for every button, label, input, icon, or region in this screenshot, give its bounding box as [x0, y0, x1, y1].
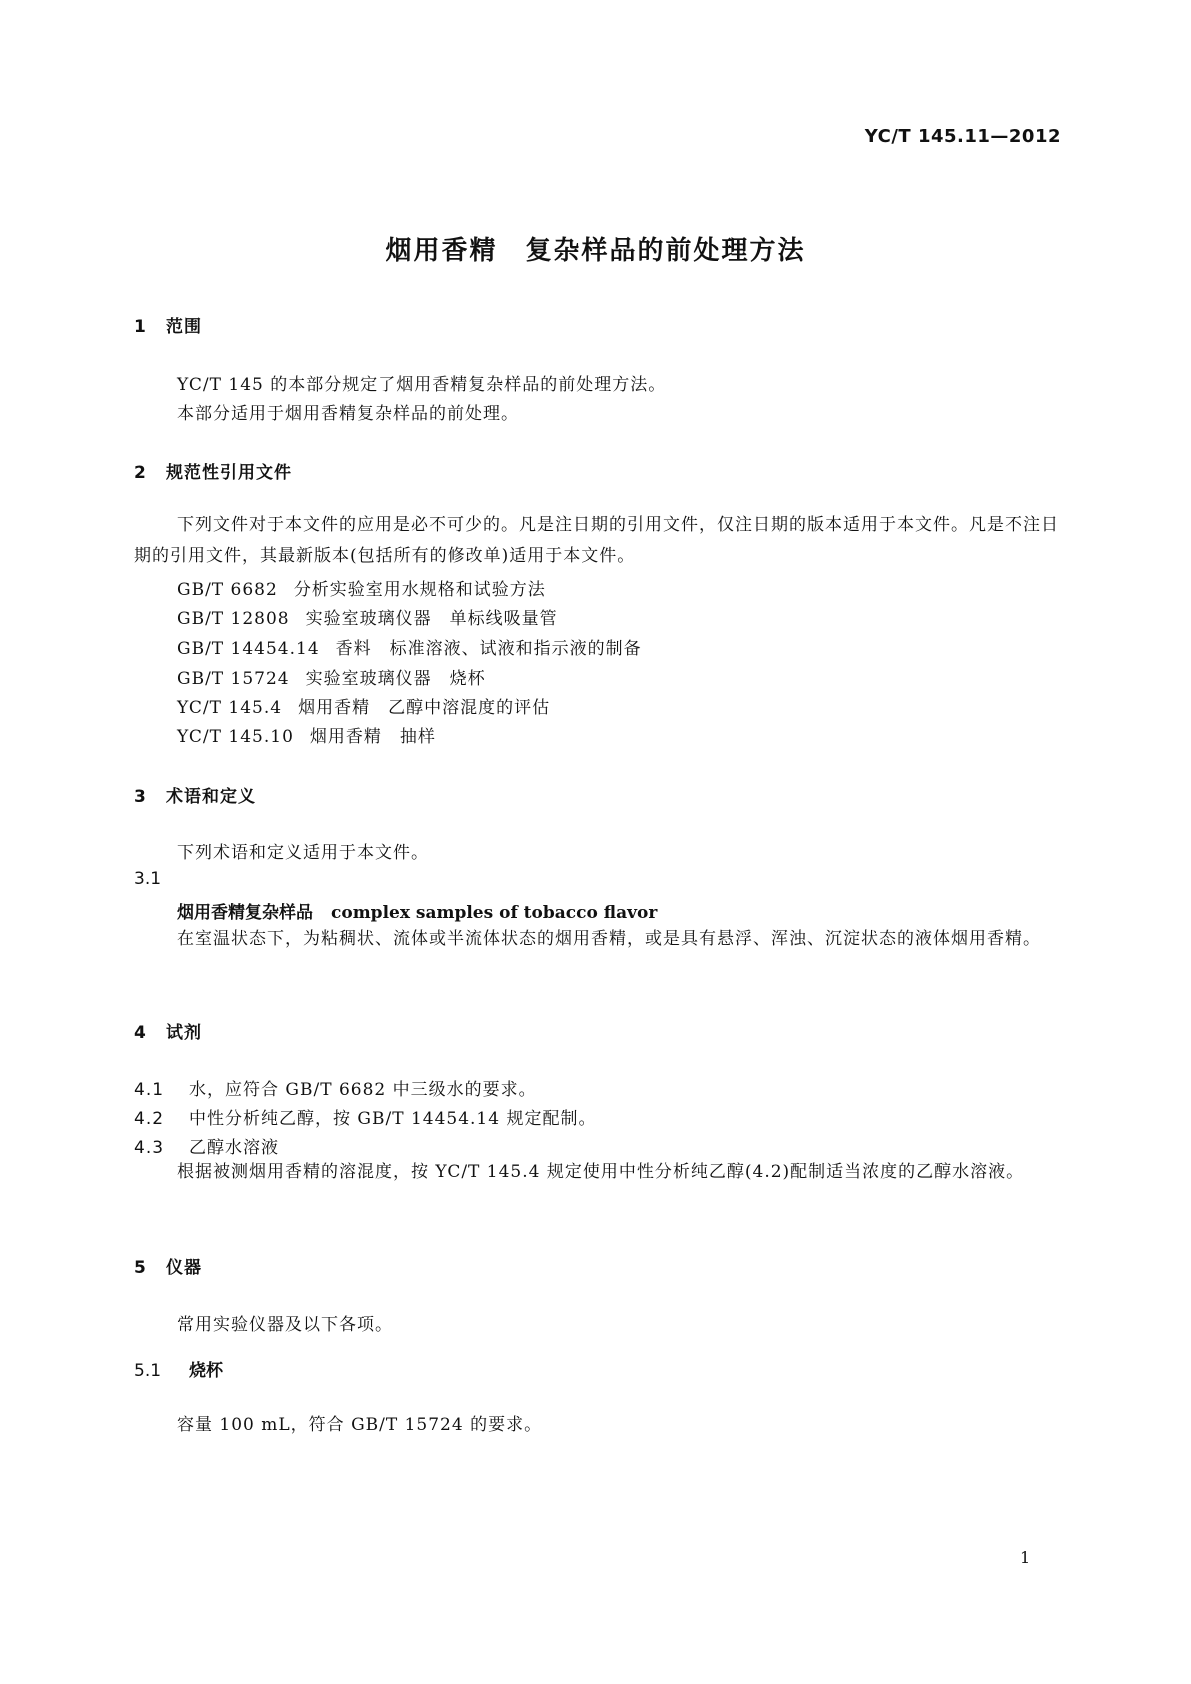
reference-title: 烟用香精 抽样 [309, 727, 436, 747]
section-number: 3 [134, 787, 147, 807]
section-number: 2 [134, 463, 147, 483]
item-text: 中性分析纯乙醇，按 GB/T 14454.14 规定配制。 [189, 1109, 597, 1129]
reference-title: 香料 标准溶液、试液和指示液的制备 [335, 639, 642, 659]
reference-code: YC/T 145.10 [177, 727, 294, 747]
reference-code: YC/T 145.4 [177, 698, 283, 718]
section-1-heading [134, 312, 202, 337]
paragraph: 根据被测烟用香精的溶混度，按 YC/T 145.4 规定使用中性分析纯乙醇(4.2)配制适当浓度的乙醇水溶液。 [177, 1162, 1025, 1182]
section-4-heading [134, 1018, 202, 1043]
section-number: 5 [134, 1258, 147, 1278]
paragraph: 容量 100 mL，符合 GB/T 15724 的要求。 [177, 1415, 543, 1435]
subsection-title: 烧杯 [189, 1361, 223, 1381]
reference-item [177, 664, 486, 689]
reference-item [177, 604, 558, 629]
paragraph: 下列文件对于本文件的应用是必不可少的。凡是注日期的引用文件，仅注日期的版本适用于本文件。凡是不注日期的引用文件，其最新版本(包括所有的修改单)适用于本文件。 [134, 515, 1059, 566]
section-title: 仪器 [166, 1258, 202, 1278]
reagent-item [134, 1104, 596, 1129]
reference-item [177, 722, 436, 747]
reference-code: GB/T 6682 [177, 580, 278, 600]
subsection-number: 5.1 [134, 1361, 162, 1381]
section-2-heading [134, 458, 292, 483]
section-title: 试剂 [166, 1023, 202, 1043]
document-title: 烟用香精 复杂样品的前处理方法 [385, 236, 806, 266]
term-chinese: 烟用香精复杂样品 [177, 903, 313, 923]
standard-code: YC/T 145.11—2012 [864, 126, 1061, 147]
reference-title: 烟用香精 乙醇中溶混度的评估 [298, 698, 551, 718]
section-3-heading [134, 782, 256, 807]
section-number: 4 [134, 1023, 147, 1043]
reference-item [177, 634, 642, 659]
paragraph: 本部分适用于烟用香精复杂样品的前处理。 [177, 404, 519, 424]
subsection-heading [134, 1356, 223, 1381]
paragraph: 常用实验仪器及以下各项。 [177, 1315, 393, 1335]
reference-item [177, 693, 550, 718]
reference-title: 实验室玻璃仪器 烧杯 [305, 669, 486, 689]
item-number: 4.2 [134, 1109, 165, 1129]
term-heading [177, 898, 657, 923]
reference-code: GB/T 15724 [177, 669, 290, 689]
reference-code: GB/T 14454.14 [177, 639, 320, 659]
section-title: 规范性引用文件 [166, 463, 292, 483]
section-5-heading [134, 1253, 202, 1278]
reagent-item [134, 1133, 279, 1158]
item-text: 乙醇水溶液 [189, 1138, 279, 1158]
term-number: 3.1 [134, 869, 162, 889]
reference-item [177, 575, 546, 600]
reference-title: 实验室玻璃仪器 单标线吸量管 [305, 609, 558, 629]
item-text: 水，应符合 GB/T 6682 中三级水的要求。 [189, 1080, 537, 1100]
paragraph: YC/T 145 的本部分规定了烟用香精复杂样品的前处理方法。 [177, 375, 667, 395]
reference-title: 分析实验室用水规格和试验方法 [293, 580, 546, 600]
reagent-item [134, 1075, 537, 1100]
term-definition: 在室温状态下，为粘稠状、流体或半流体状态的烟用香精，或是具有悬浮、浑浊、沉淀状态的液体烟用香精。 [177, 929, 1041, 949]
term-english: complex samples of tobacco flavor [331, 903, 658, 923]
section-title: 范围 [166, 317, 202, 337]
section-number: 1 [134, 317, 147, 337]
section-title: 术语和定义 [166, 787, 256, 807]
page-number: 1 [1020, 1548, 1031, 1567]
item-number: 4.1 [134, 1080, 165, 1100]
reference-code: GB/T 12808 [177, 609, 290, 629]
item-number: 4.3 [134, 1138, 165, 1158]
paragraph: 下列术语和定义适用于本文件。 [177, 843, 429, 863]
